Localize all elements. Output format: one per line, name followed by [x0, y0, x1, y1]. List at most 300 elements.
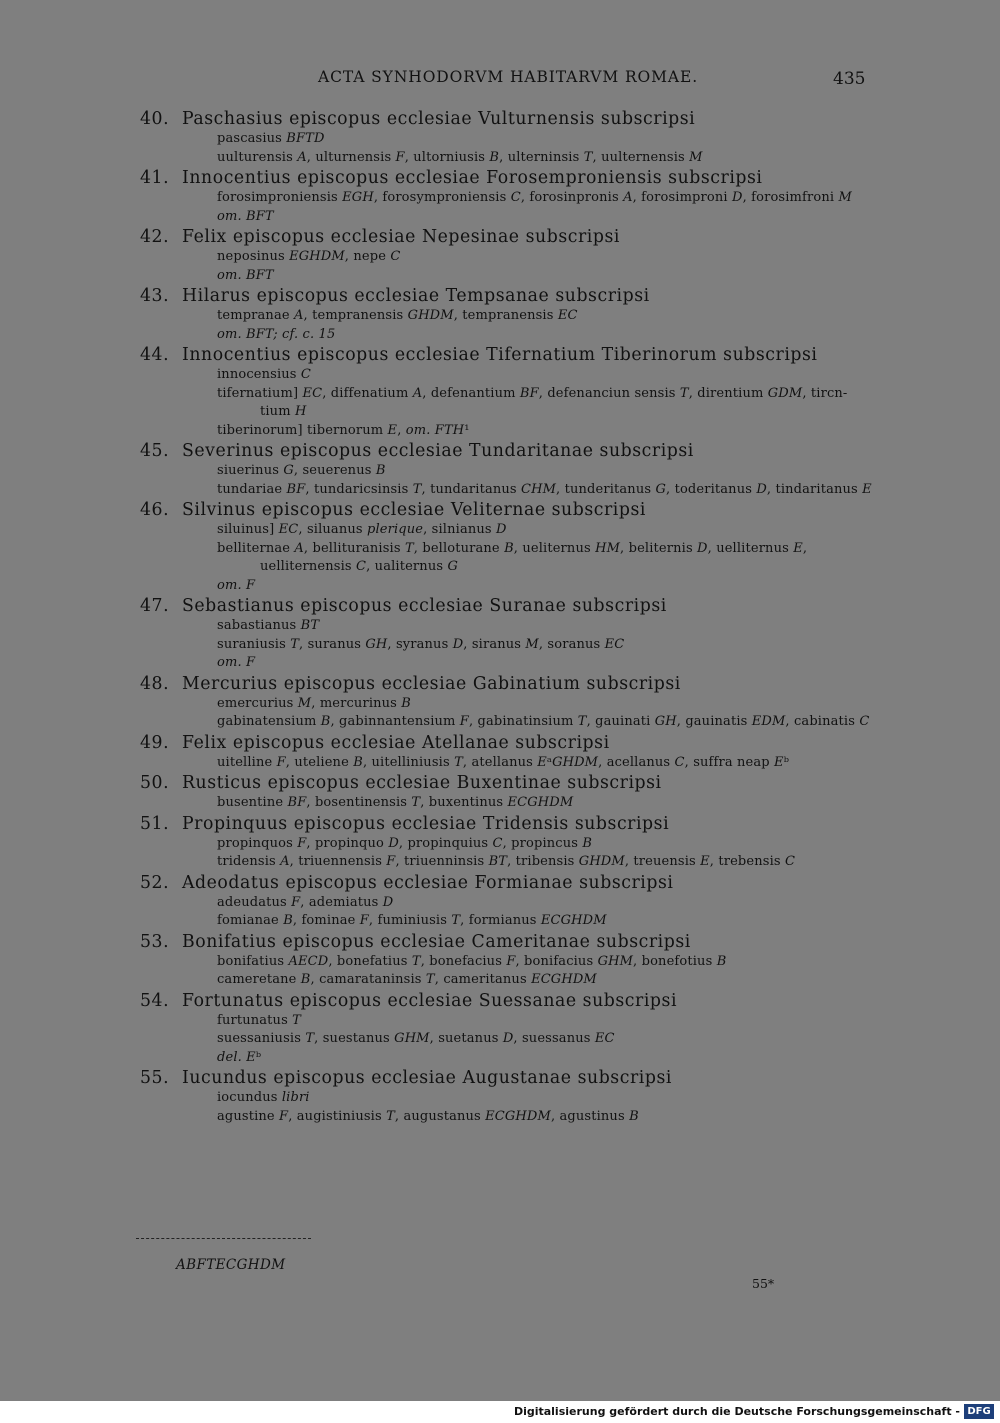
siglum: B: [401, 695, 411, 711]
siglum: F: [279, 1108, 289, 1124]
variant-reading: , gabinatinsium: [468, 714, 578, 729]
entry-heading: [140, 108, 880, 130]
apparatus-line: [140, 366, 880, 385]
apparatus-line: [140, 558, 880, 577]
siglum: EC: [594, 1031, 615, 1046]
apparatus-line: [140, 326, 880, 345]
apparatus-line: [140, 853, 880, 872]
siglum: E: [793, 540, 803, 556]
siglum: GH: [365, 636, 388, 652]
variant-reading: agustine: [217, 1108, 280, 1124]
entry-text: Mercurius episcopus ecclesiae Gabinatium subscripsi: [182, 673, 681, 694]
entry-heading: [140, 931, 880, 953]
variant-reading: , tempranensis: [303, 308, 408, 323]
variant-reading: busentine: [217, 795, 288, 810]
siglum: M: [838, 190, 852, 205]
variant-reading: , suranus: [299, 636, 366, 652]
variant-reading: forosimproniensis: [217, 190, 343, 205]
entry-text: Hilarus episcopus ecclesiae Tempsanae subscripsi: [182, 286, 650, 306]
apparatus-line: [140, 1108, 880, 1127]
siglum: E: [537, 754, 547, 770]
siglum: E: [387, 422, 398, 438]
variant-reading: , tempranensis: [453, 308, 558, 323]
variant-reading: , defenantium: [422, 385, 520, 401]
variant-reading: gabinatensium: [217, 714, 321, 729]
variant-reading: suraniusis: [217, 636, 291, 652]
siglum: A: [297, 149, 307, 165]
apparatus-line: [140, 794, 880, 813]
entry-heading: [140, 990, 880, 1012]
variant-reading: suessaniusis: [217, 1031, 306, 1046]
apparatus-line: [140, 1012, 880, 1031]
variant-reading: ,: [802, 540, 808, 556]
apparatus-line: [140, 953, 880, 972]
variant-reading: bonifatius: [217, 953, 289, 969]
siglum: F: [359, 913, 369, 928]
siglum: B: [283, 913, 293, 928]
apparatus-line: [140, 1089, 880, 1108]
siglum: BF: [286, 481, 306, 497]
siglum: EC: [604, 636, 625, 652]
siglum: B: [504, 540, 514, 556]
variant-reading: , forosymproniensis: [373, 190, 511, 205]
apparatus-line: [140, 835, 880, 854]
siglum: T: [583, 149, 593, 165]
siglum: B: [582, 835, 593, 851]
variant-reading: , trebensis: [709, 854, 785, 869]
entry-text: Felix episcopus ecclesiae Atellanae subscripsi: [182, 732, 610, 753]
siglum: EGHDM: [289, 249, 345, 264]
entry-text: Adeodatus episcopus ecclesiae Formianae subscripsi: [182, 872, 674, 893]
variant-reading: tifernatium]: [217, 385, 303, 401]
siglum: ECGHDM: [507, 795, 574, 810]
siglum: F: [459, 714, 469, 729]
apparatus-line: [140, 189, 880, 208]
siglum: EC: [302, 385, 323, 401]
siglum: T: [425, 972, 435, 987]
canon-entry: [140, 872, 880, 931]
siglum: C: [674, 754, 685, 770]
canon-entry: [140, 1067, 880, 1126]
entry-heading: [140, 226, 880, 248]
variant-reading: , fominae: [292, 913, 360, 928]
variant-reading: , forosinpronis: [520, 190, 624, 205]
apparatus-line: [140, 403, 880, 422]
variant-reading: , atellanus: [462, 754, 538, 770]
siglum: del. E: [217, 1049, 256, 1065]
apparatus-line: [140, 1049, 880, 1068]
apparatus-line: [140, 130, 880, 149]
apparatus-line: [140, 577, 880, 596]
siglum: EC: [557, 308, 578, 323]
siglum: om. BFT: [217, 267, 274, 283]
siglum: C: [510, 190, 521, 205]
variant-reading: ¹: [464, 422, 470, 438]
entry-number: 52.: [140, 872, 170, 893]
siglum: GHM: [597, 953, 634, 969]
canon-entry: [140, 990, 880, 1068]
variant-reading: , gauinati: [586, 714, 655, 729]
entry-heading: [140, 872, 880, 894]
apparatus-line: [140, 754, 880, 773]
apparatus-line: [140, 540, 880, 559]
siglum: T: [292, 1012, 301, 1028]
siglum: C: [492, 835, 503, 851]
siglum: F: [386, 854, 396, 869]
siglum: libri: [281, 1090, 310, 1105]
variant-reading: , defenanciun sensis: [538, 385, 680, 401]
entry-heading: [140, 1067, 880, 1089]
variant-reading: adeudatus: [217, 894, 292, 910]
siglum: T: [679, 385, 689, 401]
entry-number: 49.: [140, 732, 170, 753]
siglum: T: [411, 953, 421, 969]
entry-text: Felix episcopus ecclesiae Nepesinae subscripsi: [182, 227, 620, 247]
variant-reading: , uteliene: [285, 754, 354, 770]
apparatus-line: [140, 267, 880, 286]
signature-mark: 55*: [752, 1276, 775, 1291]
siglum: ECGHDM: [531, 972, 597, 987]
siglum: B: [629, 1108, 639, 1124]
siglum: B: [353, 754, 363, 770]
siglum: T: [577, 714, 587, 729]
entry-text: Rusticus episcopus ecclesiae Buxentinae subscripsi: [182, 773, 662, 793]
running-header: ACTA SYNHODORVM HABITARVM ROMAE.: [318, 68, 699, 86]
variant-reading: , seuerenus: [293, 463, 376, 478]
entry-text: Silvinus episcopus ecclesiae Veliternae subscripsi: [182, 500, 646, 520]
variant-reading: , bellituranisis: [303, 540, 405, 556]
variant-reading: , camarataninsis: [310, 972, 426, 987]
variant-reading: , tircn-: [802, 385, 848, 401]
variant-reading: , bosentinensis: [306, 795, 412, 810]
variant-reading: , direntium: [688, 385, 768, 401]
apparatus-line: [140, 713, 880, 732]
apparatus-line: [140, 695, 880, 714]
siglum: T: [411, 795, 421, 810]
variant-reading: , gauinatis: [676, 714, 752, 729]
siglum: HM: [595, 540, 621, 556]
variant-reading: , tunderitanus: [556, 481, 656, 497]
apparatus-line: [140, 248, 880, 267]
entry-heading: [140, 167, 880, 189]
canon-entry: [140, 931, 880, 990]
dfg-funding-text: Digitalisierung gefördert durch die Deutsche Forschungsgemeinschaft -: [513, 1405, 960, 1418]
apparatus-line: [140, 385, 880, 404]
variant-reading: , ualiternus: [366, 559, 448, 574]
siglum: B: [716, 953, 727, 969]
variant-reading: , triuenninsis: [395, 854, 489, 869]
variant-reading: , bonifacius: [515, 953, 598, 969]
variant-reading: , diffenatium: [322, 385, 413, 401]
variant-reading: , bonefacius: [420, 953, 507, 969]
page-number: 435: [833, 69, 866, 89]
variant-reading: , nepe: [344, 249, 391, 264]
variant-reading: ᵇ: [255, 1049, 262, 1065]
siglum: T: [412, 481, 422, 497]
siglum: T: [404, 540, 414, 556]
siglum: T: [290, 636, 300, 652]
siglum: BFTD: [286, 131, 325, 146]
variant-reading: , cameritanus: [434, 972, 532, 987]
siglum: T: [386, 1108, 395, 1124]
variant-reading: , siranus: [463, 636, 526, 652]
variant-reading: tundariae: [217, 481, 287, 497]
siglum: F: [506, 953, 516, 969]
siglum: A: [412, 385, 423, 401]
siglum: C: [859, 714, 870, 729]
variant-reading: propinquos: [217, 835, 298, 851]
variant-reading: , augustanus: [394, 1108, 486, 1124]
siglum: F: [276, 754, 286, 770]
variant-reading: , beliternis: [620, 540, 698, 556]
siglum: E: [862, 481, 872, 497]
variant-reading: , buxentinus: [420, 795, 508, 810]
variant-reading: , bonefotius: [633, 953, 717, 969]
apparatus-line: [140, 481, 880, 500]
dfg-funding-bar: [0, 1401, 1000, 1423]
siglum: plerique: [366, 522, 424, 537]
siglum: F: [395, 149, 405, 165]
entry-heading: [140, 595, 880, 617]
canon-entry: [140, 108, 880, 167]
variant-reading: uulturensis: [217, 149, 298, 165]
variant-reading: , tindaritanus: [766, 481, 863, 497]
canon-entry: [140, 595, 880, 673]
siglum: CHM: [521, 481, 557, 497]
variant-reading: neposinus: [217, 249, 290, 264]
siglum: A: [294, 540, 304, 556]
canon-entry: [140, 813, 880, 872]
canon-entry: [140, 226, 880, 285]
entry-heading: [140, 344, 880, 366]
variant-reading: , siluanus: [298, 522, 367, 537]
siglum: BF: [519, 385, 539, 401]
siglum: BT: [300, 618, 320, 633]
siglum: G: [447, 559, 458, 574]
siglum: D: [382, 894, 394, 910]
entry-text: Propinquus episcopus ecclesiae Tridensis subscripsi: [182, 813, 670, 834]
siglum: BT: [488, 854, 508, 869]
variant-reading: tiberinorum] tibernorum: [217, 422, 388, 438]
entry-number: 55.: [140, 1068, 170, 1088]
entry-text: Fortunatus episcopus ecclesiae Suessanae subscripsi: [182, 990, 678, 1011]
entry-text: Bonifatius episcopus ecclesiae Cameritanae subscripsi: [182, 931, 691, 952]
siglum: GHDM: [407, 308, 454, 323]
entry-text: Innocentius episcopus ecclesiae Forosemproniensis subscripsi: [182, 168, 763, 188]
siglum: ECGHDM: [485, 1108, 551, 1124]
variant-reading: , uulternensis: [592, 149, 690, 165]
siglum: C: [300, 367, 311, 382]
siglum: om. F: [217, 577, 256, 593]
footnote-rule: [136, 1238, 311, 1239]
siglum: A: [293, 308, 304, 323]
variant-reading: uitelline: [217, 754, 277, 770]
variant-reading: furtunatus: [217, 1012, 293, 1028]
variant-reading: innocensius: [217, 367, 301, 382]
variant-reading: emercurius: [217, 695, 298, 711]
entry-number: 43.: [140, 286, 170, 306]
siglum: A: [280, 854, 290, 869]
canon-entry: [140, 167, 880, 226]
variant-reading: , silnianus: [423, 522, 496, 537]
entry-number: 54.: [140, 990, 170, 1011]
siglum: B: [320, 714, 331, 729]
variant-reading: , propinquo: [306, 835, 389, 851]
siglum: GHM: [394, 1031, 430, 1046]
variant-reading: , agustinus: [550, 1108, 630, 1124]
apparatus-line: [140, 617, 880, 636]
variant-reading: , toderitanus: [666, 481, 757, 497]
siglum: E: [700, 854, 710, 869]
entry-number: 40.: [140, 109, 170, 129]
variant-reading: belliternae: [217, 540, 295, 556]
siglum: M: [689, 149, 703, 165]
variant-reading: , forosimproni: [632, 190, 732, 205]
siglum: ECGHDM: [540, 913, 607, 928]
variant-reading: , gabinnantensium: [330, 714, 460, 729]
siglum: E: [774, 754, 784, 770]
variant-reading: , propincus: [502, 835, 583, 851]
siglum: BF: [287, 795, 307, 810]
entry-text: Paschasius episcopus ecclesiae Vulturnensis subscripsi: [182, 109, 696, 129]
variant-reading: , uelliternus: [707, 540, 794, 556]
apparatus-line: [140, 307, 880, 326]
siglum: B: [375, 463, 386, 478]
variant-reading: ᵇ: [783, 754, 790, 770]
entry-number: 42.: [140, 227, 170, 247]
variant-reading: tridensis: [217, 854, 281, 869]
entry-number: 44.: [140, 345, 170, 365]
canon-entry: [140, 772, 880, 813]
variant-reading: iocundus: [217, 1090, 282, 1105]
siglum: D: [388, 835, 399, 851]
siglum: GDM: [767, 385, 803, 401]
apparatus-line: [140, 636, 880, 655]
variant-reading: , ulterninsis: [499, 149, 584, 165]
variant-reading: , belloturane: [413, 540, 505, 556]
siglum: H: [294, 404, 307, 419]
variant-reading: pascasius: [217, 131, 287, 146]
variant-reading: ,: [397, 422, 406, 438]
variant-reading: , syranus: [387, 636, 453, 652]
siglum: F: [297, 835, 307, 851]
variant-reading: , soranus: [538, 636, 605, 652]
variant-reading: , ultorniusis: [404, 149, 490, 165]
variant-reading: , forosimfroni: [742, 190, 839, 205]
entry-number: 41.: [140, 168, 170, 188]
siglum: D: [452, 636, 464, 652]
variant-reading: uelliternensis: [260, 559, 356, 574]
apparatus-line: [140, 462, 880, 481]
variant-reading: tium: [260, 404, 295, 419]
siglum: G: [283, 463, 294, 478]
entry-heading: [140, 732, 880, 754]
variant-reading: , fuminiusis: [368, 913, 452, 928]
canon-entry: [140, 344, 880, 440]
entry-number: 47.: [140, 596, 170, 616]
entry-heading: [140, 673, 880, 695]
entry-heading: [140, 772, 880, 794]
variant-reading: , ueliternus: [513, 540, 596, 556]
siglum: F: [291, 894, 301, 910]
siglum: C: [390, 249, 401, 264]
entry-heading: [140, 499, 880, 521]
entry-text: Iucundus episcopus ecclesiae Augustanae subscripsi: [182, 1068, 672, 1088]
apparatus-line: [140, 912, 880, 931]
siglum: T: [305, 1031, 315, 1046]
apparatus-line: [140, 149, 880, 168]
variant-reading: , ademiatus: [300, 894, 383, 910]
variant-reading: fomianae: [217, 913, 284, 928]
apparatus-line: [140, 971, 880, 990]
siglum: M: [297, 695, 312, 711]
siglum: GHDM: [552, 754, 599, 770]
variant-reading: , bonefatius: [328, 953, 412, 969]
apparatus-line: [140, 654, 880, 673]
variant-reading: sabastianus: [217, 618, 301, 633]
siglum: T: [454, 754, 463, 770]
variant-reading: , propinquius: [398, 835, 493, 851]
entry-heading: [140, 813, 880, 835]
entry-number: 53.: [140, 931, 170, 952]
variant-reading: , cabinatis: [785, 714, 860, 729]
siglum: GH: [654, 714, 677, 729]
entry-number: 45.: [140, 441, 170, 461]
variant-reading: , acellanus: [598, 754, 675, 770]
siglum: D: [502, 1031, 514, 1046]
variant-reading: ᵃ: [546, 754, 553, 770]
variant-reading: , triuennensis: [289, 854, 387, 869]
entry-text: Innocentius episcopus ecclesiae Tifernatium Tiberinorum subscripsi: [182, 345, 818, 365]
variant-reading: siluinus]: [217, 522, 279, 537]
siglum: B: [489, 149, 500, 165]
siglum: M: [525, 636, 539, 652]
siglum: D: [756, 481, 767, 497]
entry-number: 48.: [140, 673, 170, 694]
variant-reading: , suetanus: [429, 1031, 503, 1046]
siglum: om. BFT; cf. c. 15: [217, 326, 336, 342]
variant-reading: , suestanus: [314, 1031, 395, 1046]
entry-text: Sebastianus episcopus ecclesiae Suranae subscripsi: [182, 596, 667, 616]
entry-heading: [140, 285, 880, 307]
apparatus-line: [140, 1030, 880, 1049]
siglum: T: [451, 913, 461, 928]
entry-number: 51.: [140, 813, 170, 834]
variant-reading: siuerinus: [217, 463, 284, 478]
apparatus-line: [140, 208, 880, 227]
siglum: om. F: [217, 655, 256, 670]
siglum: EDM: [751, 714, 786, 729]
siglum: AECD: [288, 953, 329, 969]
siglum: B: [300, 972, 311, 987]
variant-reading: , suffra neap: [684, 754, 775, 770]
siglum: A: [623, 190, 633, 205]
variant-reading: , mercurinus: [311, 695, 402, 711]
siglum: GHDM: [578, 854, 625, 869]
siglum: EC: [278, 522, 299, 537]
apparatus-line: [140, 894, 880, 913]
apparatus-line: [140, 422, 880, 441]
entry-number: 50.: [140, 773, 170, 793]
variant-reading: , formianus: [460, 913, 541, 928]
entry-heading: [140, 440, 880, 462]
siglum: D: [732, 190, 743, 205]
variant-reading: , tundaritanus: [421, 481, 521, 497]
canon-entry: [140, 499, 880, 595]
apparatus-line: [140, 521, 880, 540]
siglum: om. FTH: [405, 422, 465, 438]
siglum: om. BFT: [217, 208, 274, 224]
